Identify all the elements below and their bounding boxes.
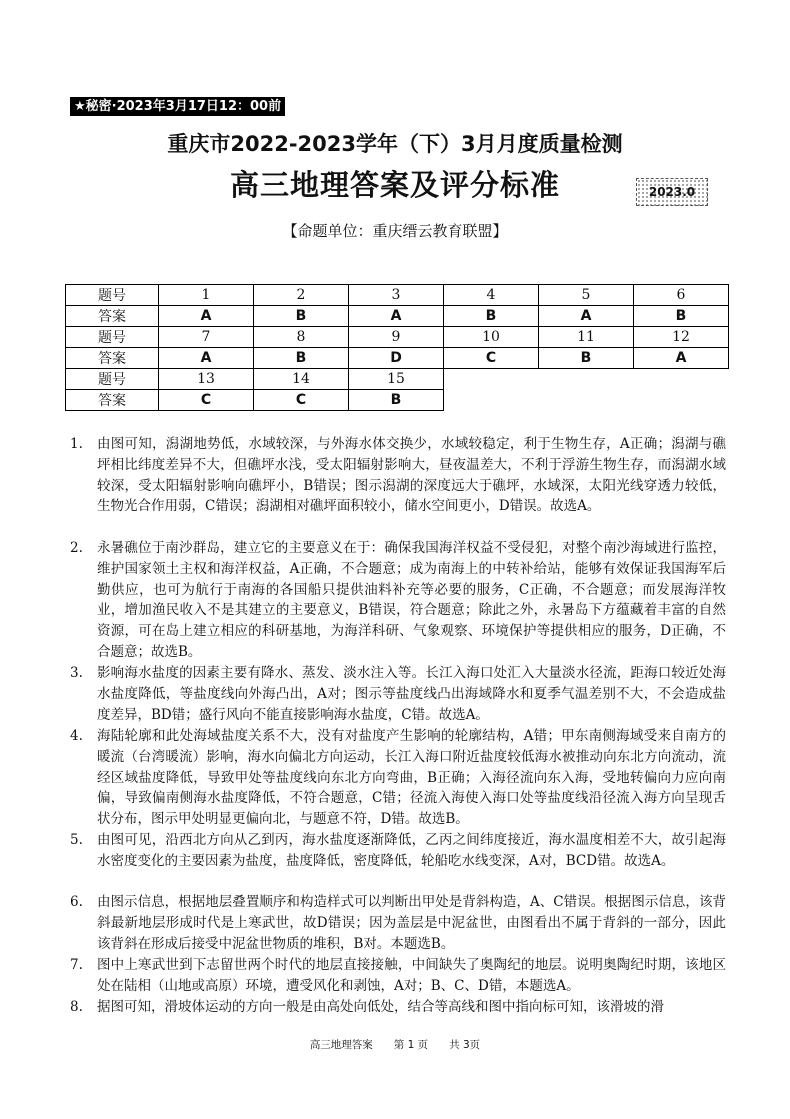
explanation-text: 影响海水盐度的因素主要有降水、蒸发、淡水注入等。长江入海口处汇入大量淡水径流，距海口较近处海水盐度降低，等盐度线向外海凸出，A对；图示等盐度线凸出海域降水和夏季气温差别不大，不会造成盐度差异，BD错；盛行风向不能直接影响海水盐度，C错。故选A。 — [97, 665, 726, 723]
date-stamp: 2023.0 — [636, 178, 708, 206]
answer-explanation-5 — [70, 830, 726, 872]
question-number: 10 — [444, 327, 539, 348]
question-index: 6. — [70, 894, 83, 910]
question-index: 2. — [70, 540, 83, 556]
explanation-text: 由图可见，沿西北方向从乙到丙，海水盐度逐渐降低，乙丙之间纬度接近，海水温度相差不大，故引起海水密度变化的主要因素为盐度，盐度降低，密度降低，轮船吃水线变深，A对，BCD错。故选A。 — [97, 832, 726, 869]
answer-explanation-6 — [70, 892, 726, 954]
answer-cell: B — [444, 306, 539, 327]
question-number: 3 — [349, 285, 444, 306]
answer-cell: C — [444, 348, 539, 369]
question-number: 4 — [444, 285, 539, 306]
exam-title: 重庆市2022-2023学年（下）3月月度质量检测 — [167, 132, 623, 156]
answer-cell: C — [254, 390, 349, 411]
question-number: 8 — [254, 327, 349, 348]
page-footer: 高三地理答案 第 1 页 共 3页 — [309, 1039, 481, 1051]
question-index: 7. — [70, 957, 83, 973]
answer-cell: B — [254, 348, 349, 369]
answer-cell: A — [349, 306, 444, 327]
question-number: 15 — [349, 369, 444, 390]
answer-cell: B — [254, 306, 349, 327]
question-number: 9 — [349, 327, 444, 348]
answer-explanation-1 — [70, 434, 726, 517]
question-number: 7 — [159, 327, 254, 348]
answer-cell: A — [159, 306, 254, 327]
answer-cell: A — [634, 348, 729, 369]
answer-label: 答案 — [66, 390, 159, 411]
question-number: 6 — [634, 285, 729, 306]
question-number: 2 — [254, 285, 349, 306]
table-row — [66, 327, 729, 348]
table-blank — [444, 390, 729, 411]
answer-explanation-3 — [70, 663, 726, 725]
answer-explanation-4 — [70, 726, 726, 830]
explanation-text: 据图可知，滑坡体运动的方向一般是由高处向低处，结合等高线和图中指向标可知，该滑坡的滑 — [97, 999, 664, 1015]
question-index: 1. — [70, 436, 83, 452]
question-number: 1 — [159, 285, 254, 306]
answer-explanation-7 — [70, 955, 726, 997]
question-number: 14 — [254, 369, 349, 390]
answer-cell: B — [539, 348, 634, 369]
answer-cell: B — [349, 390, 444, 411]
answer-cell: D — [349, 348, 444, 369]
question-number: 11 — [539, 327, 634, 348]
explanation-text: 永暑礁位于南沙群岛，建立它的主要意义在于：确保我国海洋权益不受侵犯，对整个南沙海域进行监控，维护国家领土主权和海洋权益，A正确，不合题意；成为南海上的中转补给站，能够有效保证我国海军后勤供应，也可为航行于南海的各国船只提供油料补充等必要的服务，C正确，不合题意；而发展海洋牧业，增加渔民收入不是其建立的主要意义，B错误，符合题意；除此之外，永暑岛下方蕴藏着丰富的自然资源，可在岛上建立相应的科研基地，为海洋科研、气象观察、环境保护等提供相应的服务，D正确，不合题意；故选B。 — [97, 540, 726, 660]
table-blank — [444, 369, 729, 390]
answer-cell: C — [159, 390, 254, 411]
question-index: 3. — [70, 665, 83, 681]
answer-table — [65, 284, 729, 411]
table-row — [66, 285, 729, 306]
answer-label: 答案 — [66, 348, 159, 369]
document-title: 高三地理答案及评分标准 — [229, 168, 560, 202]
explanation-text: 由图示信息，根据地层叠置顺序和构造样式可以判断出甲处是背斜构造，A、C错误。根据图示信息，该背斜最新地层形成时代是上寒武世，故D错误；因为盖层是中泥盆世，由图看出不属于背斜的一部分，因此该背斜在形成后接受中泥盆世物质的堆积，B对。本题选B。 — [97, 894, 726, 952]
explanation-text: 海陆轮廓和此处海域盐度关系不大，没有对盐度产生影响的轮廓结构，A错；甲东南侧海域受来自南方的暖流（台湾暖流）影响，海水向偏北方向运动，长江入海口附近盐度较低海水被推动向东北方向流动，流经区域盐度降低，导致甲处等盐度线向东北方向弯曲，B正确；入海径流向东入海，受地转偏向力应向南偏，导致偏南侧海水盐度降低，不符合题意，C错；径流入海使入海口处等盐度线沿径流入海方向呈现舌状分布，图示甲处明显更偏向北，与题意不符，D错。故选B。 — [97, 728, 726, 828]
question-number: 12 — [634, 327, 729, 348]
question-label: 题号 — [66, 327, 159, 348]
question-number: 5 — [539, 285, 634, 306]
question-label: 题号 — [66, 285, 159, 306]
answer-cell: A — [539, 306, 634, 327]
question-index: 5. — [70, 832, 83, 848]
secret-label: ★秘密·2023年3月17日12：00前 — [70, 97, 285, 116]
explanation-text: 图中上寒武世到下志留世两个时代的地层直接接触，中间缺失了奥陶纪的地层。说明奥陶纪时期，该地区处在陆相（山地或高原）环境，遭受风化和剥蚀，A对；B、C、D错，本题选A。 — [97, 957, 726, 994]
question-index: 8. — [70, 999, 83, 1015]
answer-explanation-8 — [70, 997, 726, 1018]
question-label: 题号 — [66, 369, 159, 390]
table-row — [66, 390, 729, 411]
table-row — [66, 348, 729, 369]
issuing-unit: 【命题单位：重庆缙云教育联盟】 — [282, 222, 508, 240]
explanation-text: 由图可知，潟湖地势低，水域较深，与外海水体交换少，水域较稳定，利于生物生存，A正确；潟湖与礁坪相比纬度差异不大，但礁坪水浅，受太阳辐射影响大，昼夜温差大，不利于浮游生物生存，而潟湖水域较深，受太阳辐射影响向礁坪小，B错误；图示潟湖的深度远大于礁坪，水域深，太阳光线穿透力较低，生物光合作用弱，C错误；潟湖相对礁坪面积较小，储水空间更小，D错误。故选A。 — [97, 436, 726, 515]
answer-cell: B — [634, 306, 729, 327]
question-number: 13 — [159, 369, 254, 390]
question-index: 4. — [70, 728, 83, 744]
table-row — [66, 306, 729, 327]
answer-label: 答案 — [66, 306, 159, 327]
answer-explanation-2 — [70, 538, 726, 663]
table-row — [66, 369, 729, 390]
answer-cell: A — [159, 348, 254, 369]
